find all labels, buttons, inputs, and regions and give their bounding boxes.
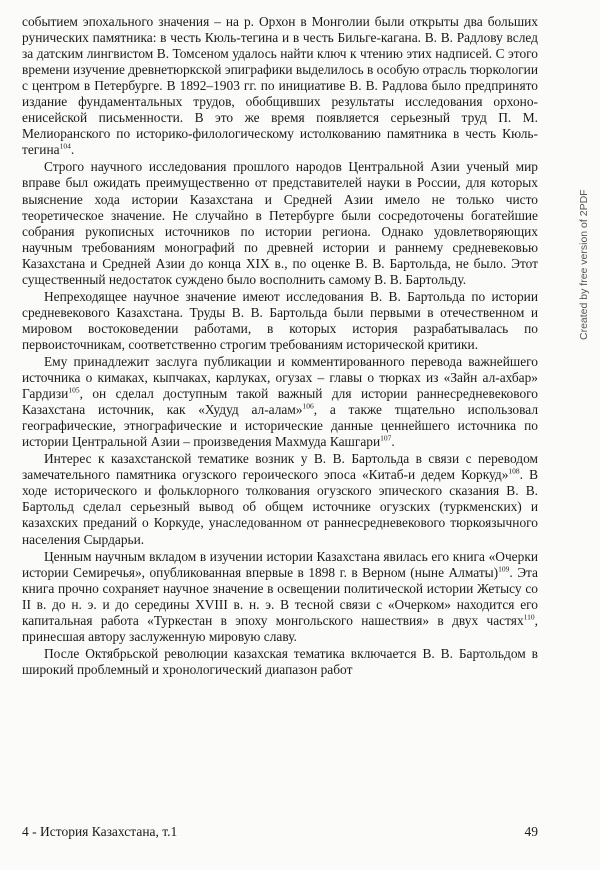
paragraph-4 bbox=[22, 354, 538, 450]
footnote-ref[interactable]: 109 bbox=[498, 564, 510, 574]
paragraph-7 bbox=[22, 646, 538, 678]
paragraph-text: Интерес к казахстанской тематике возник у В. В. Бартольда в связи с переводом замечательного памятника огузского героического эпоса «Китаб-и дедем Коркуд» bbox=[22, 451, 538, 483]
paragraph-text: Строго научного исследования прошлого народов Центральной Азии ученый мир вправе был ожидать преимущественно от представителей науки в России, для которых выяснение хода истории Казахстана и Средней Азии имело не только чисто теоретическое значение. Не случайно в Петербурге были сосредоточены богатейшие собрания рукописных источников по истории региона. Однако удовлетворяющих научным требованиям монографий по древней истории и раннему средневековью Казахстана и Средней Азии до конца XIX в., по оценке В. В. Бартольда, не было. Этот существенный недостаток суждено было восполнить самому В. В. Бартольду. bbox=[22, 159, 538, 287]
paragraph-2 bbox=[22, 159, 538, 287]
footnote-ref[interactable]: 108 bbox=[508, 466, 520, 476]
paragraph-3 bbox=[22, 289, 538, 353]
paragraph-text: , он сделал доступным такой важный для истории раннесредневекового Казахстана источник, как «Худуд ал-алам» bbox=[22, 386, 538, 418]
watermark bbox=[578, 160, 592, 340]
paragraph-text: Ценным научным вкладом в изучении истории Казахстана явилась его книга «Очерки истории Семиречья», опубликованная впервые в 1898 г. в Верном (ныне Алматы) bbox=[22, 548, 538, 580]
footnote-ref[interactable]: 110 bbox=[523, 612, 535, 622]
paragraph-1 bbox=[22, 14, 538, 158]
paragraph-text: . В ходе исторического и фольклорного толкования огузского эпического сказания В. В. Бартольд сделал серьезный вывод об общем источнике огузских (туркменских) и казахских преданий о Коркуде, унаследованном от раннесредневекового тюркоязычного населения Сырдарьи. bbox=[22, 467, 538, 547]
paragraph-text: событием эпохального значения – на р. Орхон в Монголии были открыты два больших рунических памятника: в честь Кюль-тегина и в честь Бильге-кагана. В. В. Радлову вслед за датским лингвистом В. Томсеном удалось найти ключ к чтению этих надписей. С этого времени изучение древнетюркской эпиграфики выделилось в особую отрасль тюркологии с центром в Петербурге. В 1892–1903 гг. по инициативе В. В. Радлова было предпринято издание фундаментальных трудов, обобщивших результаты исследования орхоно-енисейской письменности. В это же время появляется серьезный труд П. М. Мелиоранского по историко-филологическому истолкованию памятника в честь Кюль-тегина bbox=[22, 14, 538, 158]
paragraph-5 bbox=[22, 451, 538, 547]
paragraph-text: Непреходящее научное значение имеют исследования В. В. Бартольда по истории средневекового Казахстана. Труды В. В. Бартольда были первыми в отечественном и мировом востоковедении работами, в которых история разрабатывалась по первоисточникам, соответственно строгим требованиям исторической критики. bbox=[22, 288, 538, 352]
footnote-ref[interactable]: 107 bbox=[380, 433, 392, 443]
footer-signature: 4 - История Казахстана, т.1 bbox=[22, 824, 178, 839]
page-body bbox=[22, 14, 538, 678]
page-footer bbox=[22, 824, 538, 840]
watermark-text: Created by free version of 2PDF bbox=[578, 189, 590, 340]
paragraph-text: После Октябрьской революции казахская тематика включается В. В. Бартольдом в широкий проблемный и хронологический диапазон работ bbox=[22, 645, 538, 677]
paragraph-text: . Эта книга прочно сохраняет научное значение в освещении политической истории Жетысу со II в. до н. э. и до середины XVIII в. н. э. В тесной связи с «Очерком» находится его капитальная работа «Туркестан в эпоху монгольского нашествия» в двух частях bbox=[22, 564, 538, 628]
paragraph-6 bbox=[22, 549, 538, 645]
paragraph-text: Ему принадлежит заслуга публикации и комментированного перевода важнейшего источника о кимаках, кыпчаках, карлуках, огузах – главы о тюрках из «Зайн ал-ахбар» Гардизи bbox=[22, 353, 538, 402]
paragraph-text: , а также тщательно использовал географические, этнографические и исторические данные ценнейшего источника по истории Центральной Азии – произведения Махмуда Кашгари bbox=[22, 402, 538, 450]
page-number: 49 bbox=[524, 824, 538, 839]
paragraph-text: . bbox=[70, 142, 75, 158]
paragraph-text: , принесшая автору заслуженную мировую славу. bbox=[22, 612, 538, 644]
footnote-ref[interactable]: 105 bbox=[68, 385, 80, 395]
footnote-ref[interactable]: 106 bbox=[302, 401, 314, 411]
footnote-ref[interactable]: 104 bbox=[59, 141, 71, 151]
paragraph-text: . bbox=[391, 434, 395, 450]
